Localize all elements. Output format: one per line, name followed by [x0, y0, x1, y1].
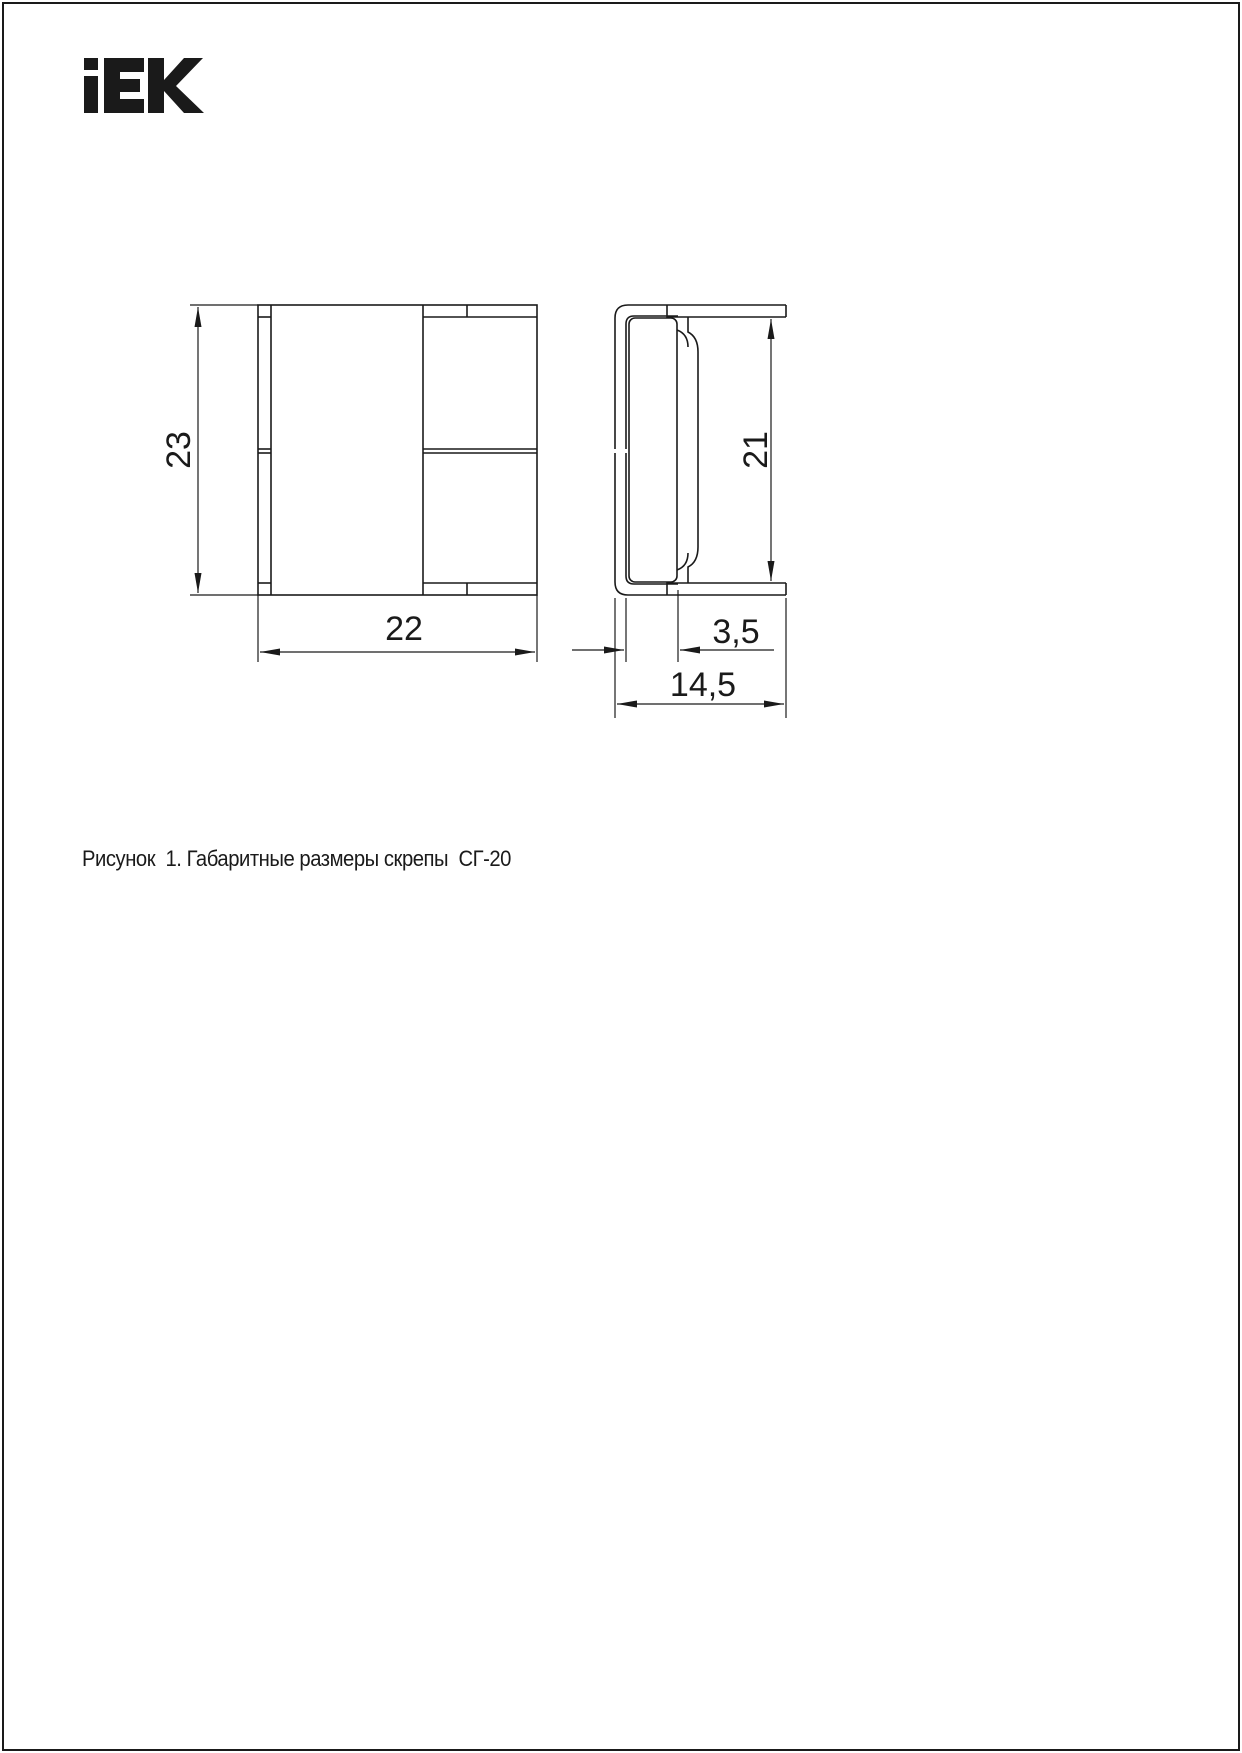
dimension-3-5: 3,5 [712, 613, 760, 651]
dimension-23: 23 [160, 431, 198, 469]
front-view [258, 305, 537, 595]
dimension-21: 21 [737, 431, 775, 469]
dimension-14-5: 14,5 [669, 666, 737, 704]
front-view-dimensions [190, 305, 537, 662]
side-view-dimensions [572, 319, 786, 718]
figure-caption: Рисунок 1. Габаритные размеры скрепы СГ-20 [82, 846, 511, 871]
dimension-22: 22 [385, 610, 423, 648]
dimension-drawing [0, 0, 1242, 800]
